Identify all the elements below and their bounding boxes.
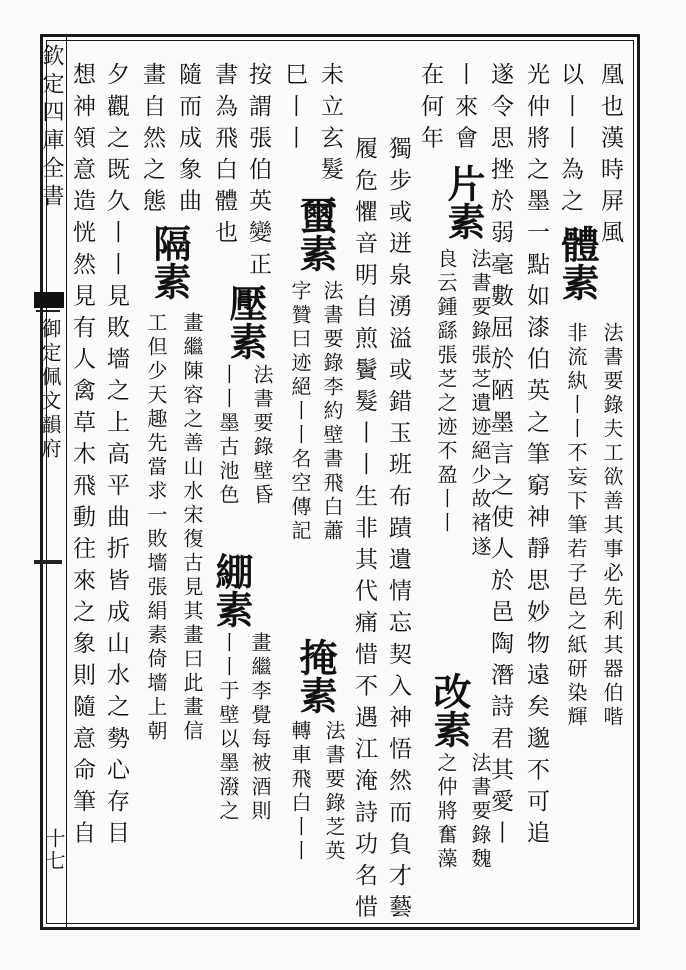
note-column: 字贊曰迹絕丨丨名空傳記 — [288, 280, 312, 544]
text-column-16: 想神領意造恍然見有人禽草木飛動往來之象則隨意命筆自 — [69, 62, 95, 852]
text-column-13a: 隨而成象曲 — [175, 62, 201, 220]
entry-heading: 隔素 — [147, 224, 192, 300]
text-column-10: 巳丨丨 — [281, 62, 307, 157]
entry-heading: 壓素 — [223, 284, 268, 360]
text-column-5a: 丨來會 — [451, 62, 477, 157]
entry-heading: 綳素 — [209, 552, 254, 628]
entry-heading: 掩素 — [293, 638, 338, 714]
note-column: 良云鍾繇張芝之迹不盈丨丨 — [434, 248, 458, 536]
text-column-4: 遂令思挫於弱毫數屈於陋墨言之使人於邑陶潛詩君其愛丨 — [487, 62, 513, 852]
note-column: 工但少天趣先當求一敗墻張絹素倚墻上朝 — [144, 312, 168, 744]
entry-heading: 體素 — [555, 225, 600, 301]
note-column: 丨丨墨古池色 — [216, 364, 240, 508]
text-column-12a: 書為飛白體也 — [211, 62, 237, 252]
text-column-3: 光仲將之墨一點如漆伯英之筆窮神靜思妙物遠矣邈不可追 — [523, 62, 549, 852]
entry-heading: 蠒素 — [293, 196, 338, 272]
note-column: 法書要錄李約壁書飛白蕭 — [320, 280, 344, 544]
book-subtitle-margin: 御定佩文韻府 — [38, 318, 62, 462]
note-column: 法書要錄芝英 — [322, 720, 346, 864]
text-column-9a: 未立玄髮 — [317, 62, 343, 189]
fishtail-mark — [34, 292, 64, 308]
text-column-2a: 以丨丨為之 — [557, 62, 583, 220]
note-column: 法書要錄夫工欲善其事必先利其器伯喈 — [600, 322, 624, 730]
note-column: 丨丨于壁以墨潑之 — [216, 632, 240, 824]
entry-heading: 片素 — [441, 164, 486, 240]
text-column-6a: 在何年 — [417, 62, 443, 157]
book-title-margin: 欽定四庫全書 — [39, 44, 64, 212]
text-column-11a: 按謂張伯英變正 — [245, 62, 271, 284]
text-column-1: 凰也漢時屏風 — [597, 62, 623, 252]
page-number: 十七 — [42, 828, 66, 872]
margin-tick — [34, 560, 62, 564]
text-column-15: 夕觀之既久丨丨見敗墻之上高平曲折皆成山水之勢心存目 — [103, 62, 129, 852]
gutter-rule — [66, 37, 67, 927]
note-column: 之仲將奮藻 — [434, 752, 458, 872]
text-column-8: 履危懼音明自煎鬢髮丨丨生非其代痛惜不遇江淹詩功名惜 — [351, 136, 377, 926]
text-column-14a: 畫自然之態 — [139, 62, 165, 220]
note-column: 法書要錄魏 — [468, 752, 492, 872]
note-column: 畫繼李覺每被酒則 — [248, 632, 272, 824]
entry-heading: 改素 — [427, 672, 472, 748]
note-column: 法書要錄壁昏 — [250, 364, 274, 508]
text-column-7: 獨步或迸泉湧溢或錯玉班布蹟遺情忘契入神悟然而負才藝 — [385, 136, 411, 926]
note-column: 畫繼陳容之善山水宋復古見其畫曰此畫信 — [180, 312, 204, 744]
note-column: 法書要錄張芝遺迹絕少故褚遂 — [468, 248, 492, 560]
note-column: 非流紈丨丨不妄下筆若子邑之紙研染輝 — [564, 322, 588, 730]
note-column: 轉車飛白丨丨 — [288, 720, 312, 864]
